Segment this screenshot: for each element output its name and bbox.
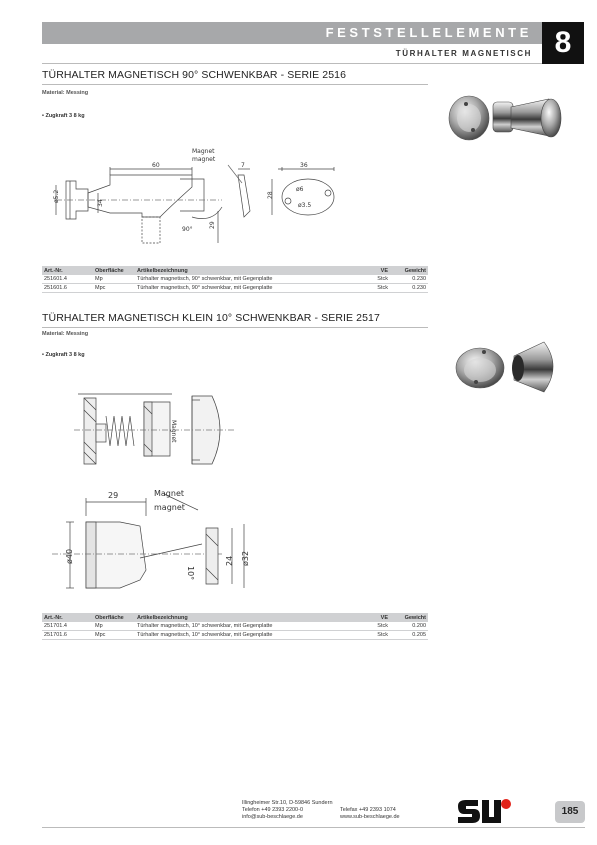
product-photo-2516	[445, 90, 575, 150]
cell-gewicht: 0.230	[390, 284, 428, 293]
dim-label: 36	[300, 162, 308, 169]
product-table-2516	[42, 266, 428, 293]
col-art-nr: Art.-Nr.	[42, 266, 93, 275]
cell-gewicht: 0.230	[390, 275, 428, 284]
col-ve: VE	[364, 613, 390, 622]
feature-bullet: • Zugkraft 3 8 kg	[42, 113, 85, 119]
cell-oberflaeche: Mpc	[93, 284, 135, 293]
col-artikelbezeichnung: Artikelbezeichnung	[135, 613, 364, 622]
dim-label: 34	[97, 199, 104, 207]
dim-label: 60	[152, 162, 160, 169]
cell-ve: Stck	[364, 284, 390, 293]
dim-label: 29	[209, 221, 216, 229]
feature-bullet: • Zugkraft 3 8 kg	[42, 352, 85, 358]
page-subtitle: TÜRHALTER MAGNETISCH	[395, 49, 532, 58]
footer-divider	[42, 827, 585, 828]
col-gewicht: Gewicht	[390, 266, 428, 275]
cell-art-nr: 251701.6	[42, 631, 93, 640]
footer-web[interactable]: www.sub-beschlaege.de	[340, 814, 400, 820]
cell-oberflaeche: Mp	[93, 622, 135, 631]
cell-bezeichnung: Türhalter magnetisch, 90° schwenkbar, mit Gegenplatte	[135, 275, 364, 284]
col-oberflaeche: Oberfläche	[93, 266, 135, 275]
sub-logo	[456, 798, 516, 826]
cell-art-nr: 251601.6	[42, 284, 93, 293]
product-table-2517	[42, 613, 428, 640]
dim-label: 24	[225, 555, 234, 566]
col-ve: VE	[364, 266, 390, 275]
material-text: Material: Messing	[42, 331, 89, 337]
cell-ve: Stck	[364, 275, 390, 284]
dim-label: 7	[241, 162, 245, 169]
magnet-label-1: Magnet	[154, 489, 185, 498]
product-photo-2517	[452, 336, 567, 396]
table-row	[42, 284, 428, 293]
table-header-row	[42, 266, 428, 275]
technical-drawing-2517-side	[42, 484, 262, 596]
dim-label: ø3.5	[298, 202, 312, 209]
footer-address: Illingheimer Str.10, D-59846 Sundern	[242, 800, 333, 806]
section-title-2516: TÜRHALTER MAGNETISCH 90° SCHWENKBAR - SERIE 2516	[42, 69, 347, 81]
table-row	[42, 631, 428, 640]
col-art-nr: Art.-Nr.	[42, 613, 93, 622]
dim-label: 28	[267, 191, 274, 199]
dim-label: ø32	[241, 550, 250, 566]
cell-art-nr: 251601.4	[42, 275, 93, 284]
col-artikelbezeichnung: Artikelbezeichnung	[135, 266, 364, 275]
page-title: FESTSTELLELEMENTE	[325, 25, 532, 40]
footer-phone: Telefon +49 2393 2200-0	[242, 807, 304, 813]
header-divider	[42, 63, 542, 64]
technical-drawing-2517-section	[74, 386, 244, 474]
cell-bezeichnung: Türhalter magnetisch, 10° schwenkbar, mit Gegenplatte	[135, 622, 364, 631]
chapter-number: 8	[542, 22, 584, 64]
cell-gewicht: 0.205	[390, 631, 428, 640]
magnet-inner-label: Magnet	[170, 420, 177, 443]
table-header-row	[42, 613, 428, 622]
magnet-label-2: magnet	[154, 503, 185, 512]
dim-label: ø6	[296, 186, 304, 193]
dim-label: 29	[108, 491, 119, 500]
col-oberflaeche: Oberfläche	[93, 613, 135, 622]
dim-label: ø40	[65, 548, 74, 564]
cell-ve: Stck	[364, 631, 390, 640]
footer-email[interactable]: info@sub-beschlaege.de	[242, 814, 303, 820]
cell-oberflaeche: Mpc	[93, 631, 135, 640]
section-divider	[42, 327, 428, 328]
col-gewicht: Gewicht	[390, 613, 428, 622]
table-row	[42, 275, 428, 284]
section-title-2517: TÜRHALTER MAGNETISCH KLEIN 10° SCHWENKBAR - SERIE 2517	[42, 312, 380, 324]
page-number: 185	[555, 801, 585, 823]
cell-bezeichnung: Türhalter magnetisch, 90° schwenkbar, mit Gegenplatte	[135, 284, 364, 293]
table-row	[42, 622, 428, 631]
cell-art-nr: 251701.4	[42, 622, 93, 631]
magnet-label-1: Magnet	[192, 148, 215, 155]
dim-label: 10°	[186, 566, 195, 581]
dim-label: ø5.2	[53, 189, 60, 203]
footer-fax: Telefax +49 2393 1074	[340, 807, 396, 813]
material-text: Material: Messing	[42, 90, 89, 96]
cell-gewicht: 0.200	[390, 622, 428, 631]
cell-ve: Stck	[364, 622, 390, 631]
cell-oberflaeche: Mp	[93, 275, 135, 284]
dim-label: 90°	[182, 226, 193, 233]
technical-drawing-2516	[42, 145, 342, 250]
section-divider	[42, 84, 428, 85]
cell-bezeichnung: Türhalter magnetisch, 10° schwenkbar, mit Gegenplatte	[135, 631, 364, 640]
magnet-label-2: magnet	[192, 156, 216, 163]
